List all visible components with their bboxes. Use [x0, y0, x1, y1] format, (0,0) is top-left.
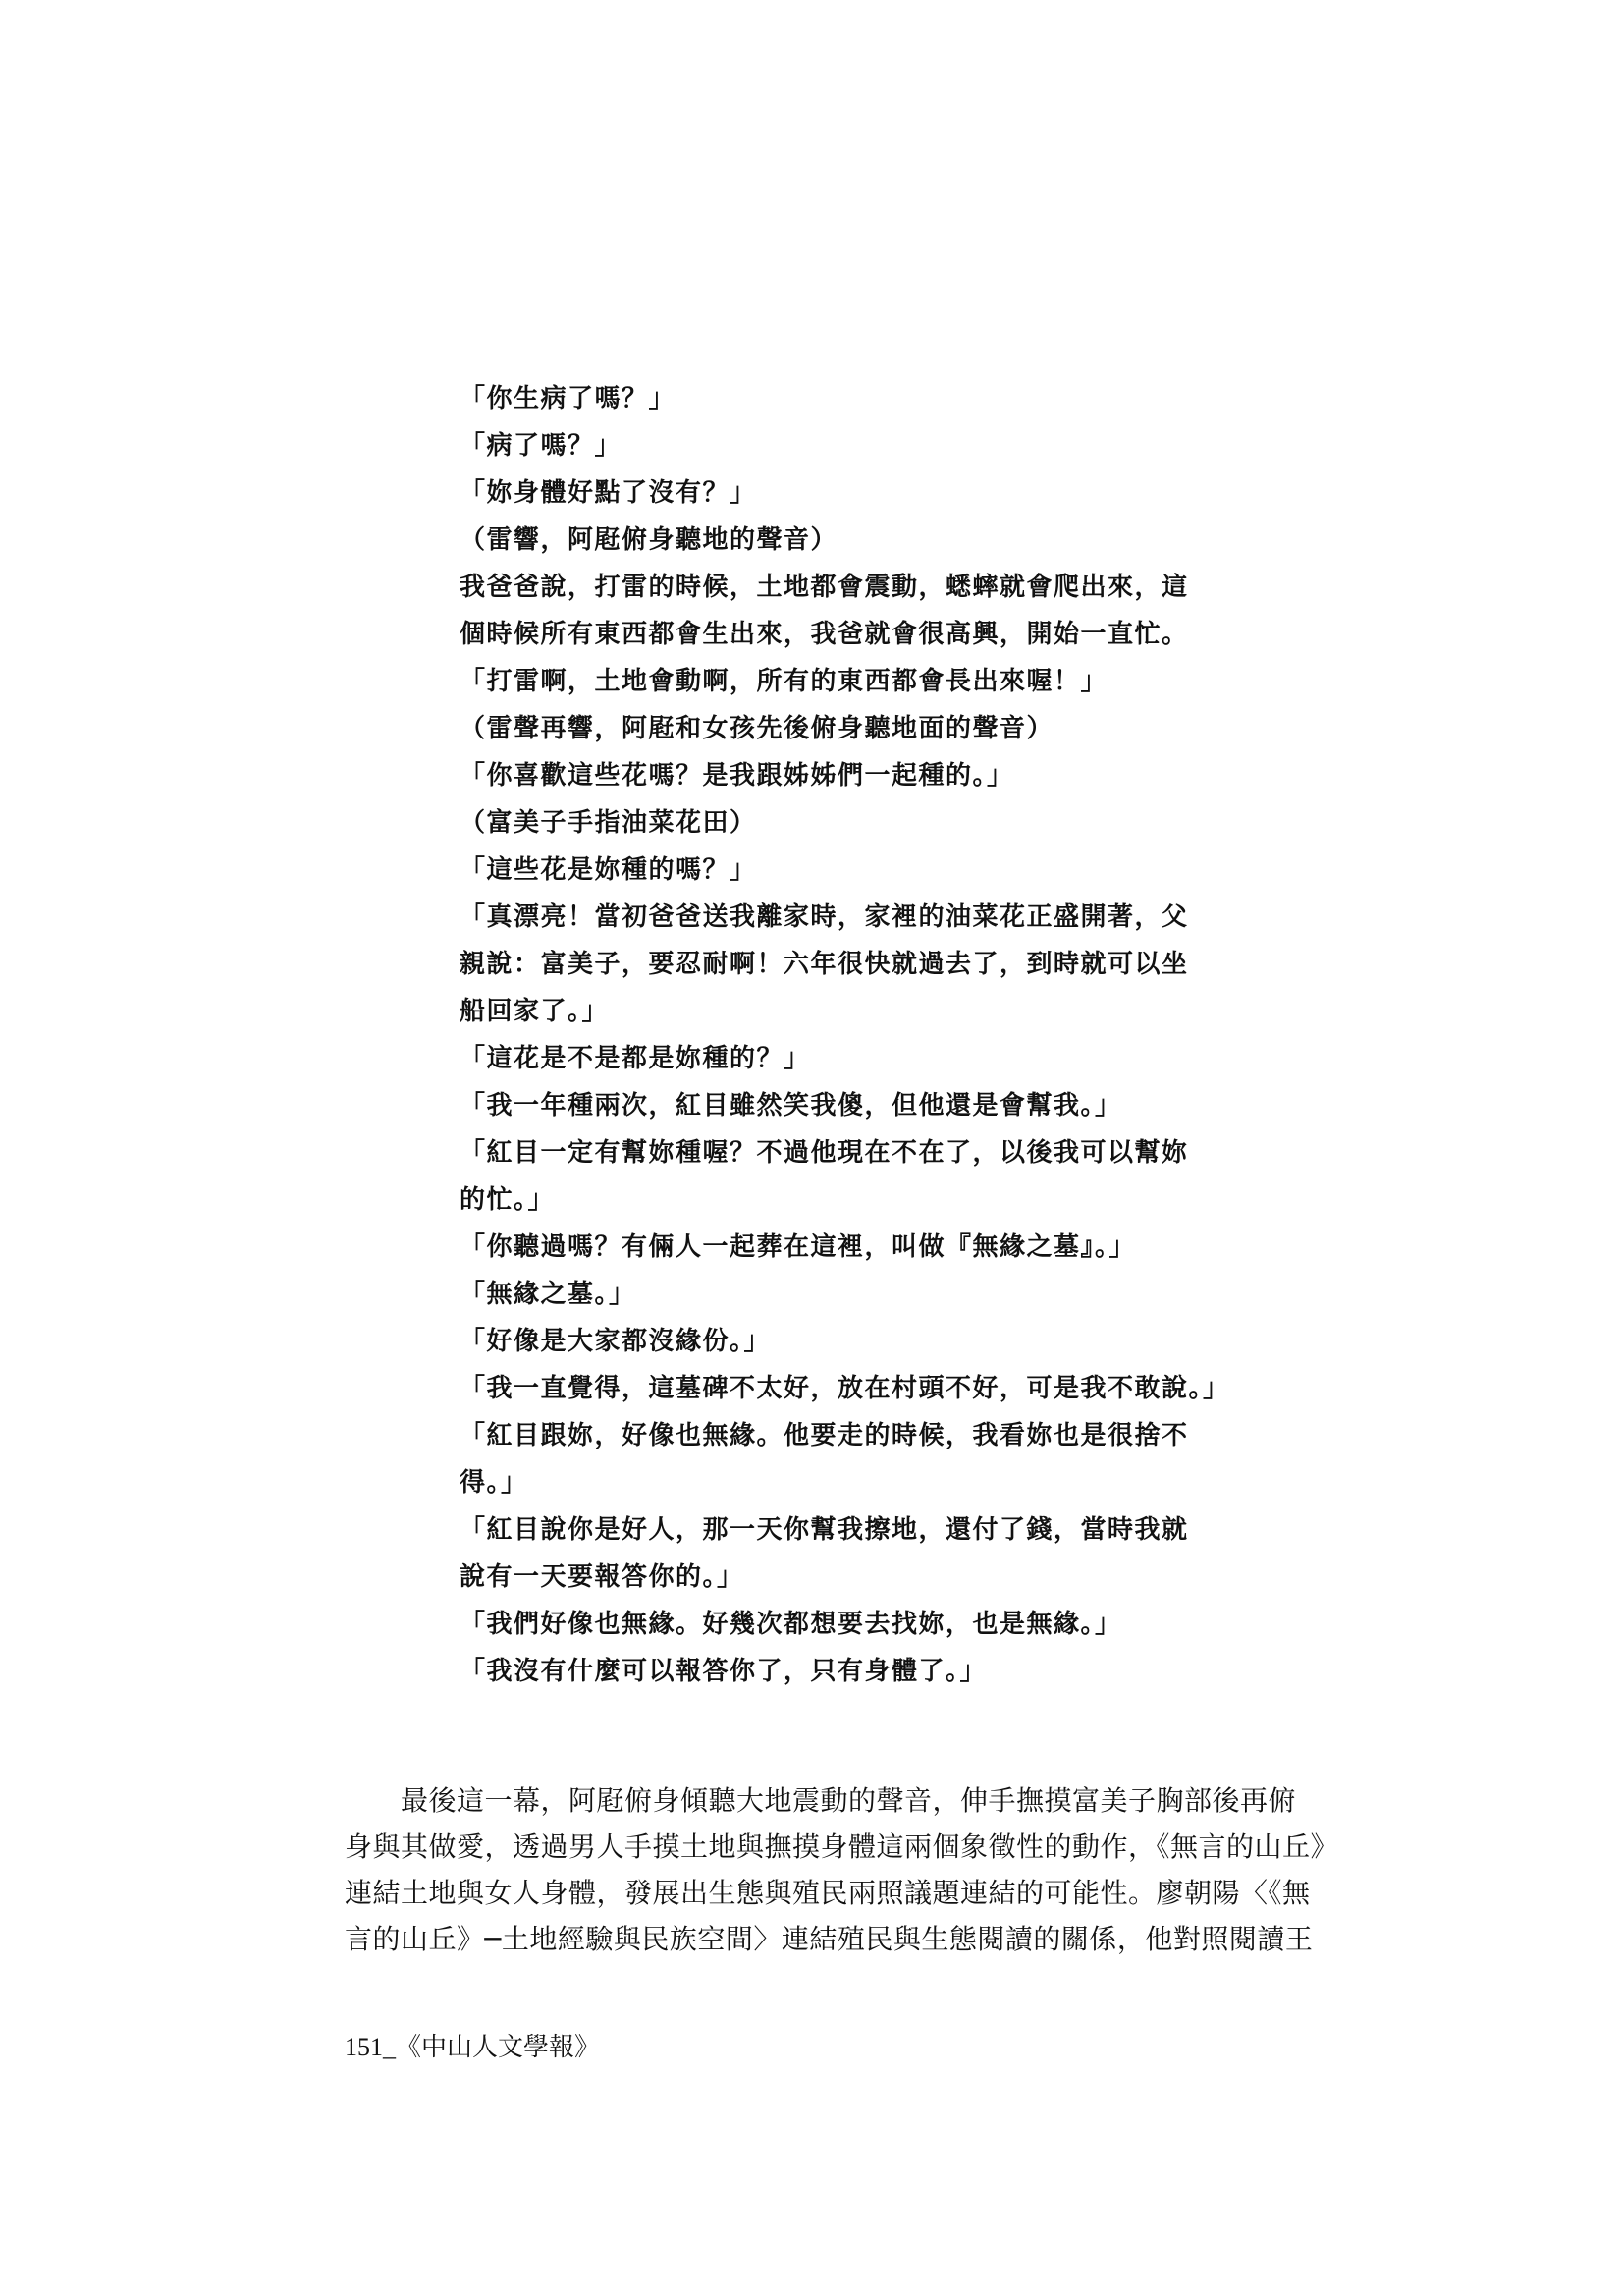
dialogue-line: 「真漂亮！當初爸爸送我離家時，家裡的油菜花正盛開著，父 [460, 902, 1189, 932]
dialogue-line: 「我們好像也無緣。好幾次都想要去找妳，也是無緣。」 [460, 1610, 1122, 1639]
dialogue-line: 說有一天要報答你的。」 [460, 1562, 744, 1592]
dialogue-line: 「這花是不是都是妳種的？」 [460, 1044, 811, 1073]
dialogue-line: 「紅目跟妳，好像也無緣。他要走的時候，我看妳也是很捨不 [460, 1421, 1189, 1450]
dialogue-line: 「病了嗎？」 [460, 431, 622, 461]
dialogue-line: 「紅目一定有幫妳種喔？不過他現在不在了，以後我可以幫妳 [460, 1138, 1189, 1168]
body-line: 連結土地與女人身體，發展出生態與殖民兩照議題連結的可能性。廖朝陽〈《無 [345, 1877, 1311, 1909]
dialogue-line: （富美子手指油菜花田） [460, 808, 757, 838]
dialogue-line: 的忙。」 [460, 1185, 556, 1215]
dialogue-line: 「你聽過嗎？有倆人一起葬在這裡，叫做『無緣之墓』。」 [460, 1232, 1137, 1262]
dialogue-line: 「打雷啊，土地會動啊，所有的東西都會長出來喔！」 [460, 667, 1108, 696]
dialogue-line: 親說：富美子，要忍耐啊！六年很快就過去了，到時就可以坐 [460, 950, 1189, 979]
dialogue-line: 「好像是大家都沒緣份。」 [460, 1327, 772, 1356]
body-line: 言的山丘》─土地經驗與民族空間〉連結殖民與生態閱讀的關係，他對照閱讀王 [345, 1923, 1314, 1955]
page-number-journal-label: 151_《中山人文學報》 [345, 2033, 601, 2061]
dialogue-line: 「你喜歡這些花嗎？是我跟姊姊們一起種的。」 [460, 761, 1014, 791]
dialogue-line: 「你生病了嗎？」 [460, 384, 676, 413]
dialogue-line: 我爸爸說，打雷的時候，土地都會震動，蟋蟀就會爬出來，這 [460, 573, 1189, 602]
dialogue-line: 「我一直覺得，這墓碑不太好，放在村頭不好，可是我不敢說。」 [460, 1374, 1230, 1403]
body-line: 身與其做愛，透過男人手摸土地與撫摸身體這兩個象徵性的動作，《無言的山丘》 [345, 1831, 1339, 1863]
dialogue-line: 「紅目說你是好人，那一天你幫我擦地，還付了錢，當時我就 [460, 1515, 1189, 1545]
dialogue-line: 「妳身體好點了沒有？」 [460, 478, 757, 508]
dialogue-line: 「我一年種兩次，紅目雖然笑我傻，但他還是會幫我。」 [460, 1091, 1122, 1121]
dialogue-block [460, 375, 1245, 1695]
dialogue-line: 「無緣之墓。」 [460, 1280, 636, 1309]
body-paragraph [345, 1777, 1339, 1962]
page-footer [345, 2031, 600, 2064]
dialogue-line: （雷聲再響，阿屘和女孩先後俯身聽地面的聲音） [460, 714, 1054, 743]
dialogue-line: 個時候所有東西都會生出來，我爸就會很高興，開始一直忙。 [460, 620, 1189, 649]
dialogue-line: 「我沒有什麼可以報答你了，只有身體了。」 [460, 1657, 988, 1686]
body-line: 最後這一幕，阿屘俯身傾聽大地震動的聲音，伸手撫摸富美子胸部後再俯 [345, 1784, 1297, 1817]
dialogue-line: （雷響，阿屘俯身聽地的聲音） [460, 525, 838, 555]
dialogue-line: 「這些花是妳種的嗎？」 [460, 855, 757, 885]
dialogue-line: 船回家了。」 [460, 997, 610, 1026]
dialogue-line: 得。」 [460, 1468, 528, 1498]
